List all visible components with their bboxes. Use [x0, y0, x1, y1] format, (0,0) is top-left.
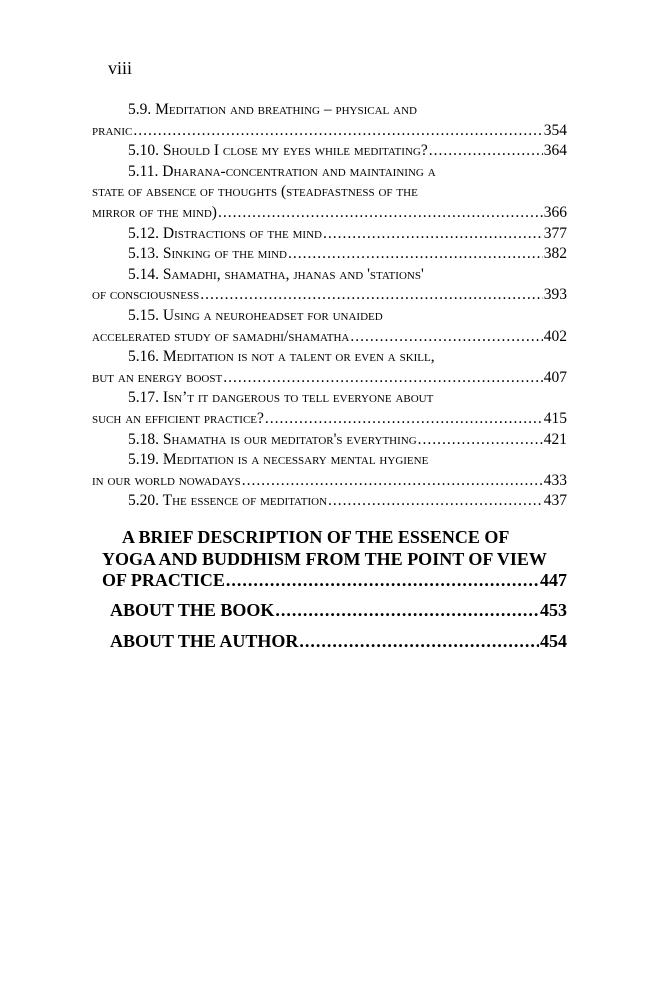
toc-entry-line: 5.16. Meditation is not a talent or even a skill,	[128, 348, 435, 366]
dot-leader	[265, 409, 543, 430]
toc-entry-line: state of absence of thoughts (steadfastness of the	[92, 183, 418, 201]
toc-entry-title: ABOUT THE AUTHOR	[110, 631, 299, 651]
toc-page-ref: 354	[543, 121, 567, 139]
toc-entry[interactable]	[92, 430, 567, 451]
toc-entry[interactable]	[92, 306, 567, 347]
toc-entry[interactable]	[92, 265, 567, 306]
toc-entry-title: mirror of the mind)	[92, 203, 217, 221]
toc-entry-line: 5.14. Samadhi, shamatha, jhanas and 'stations'	[128, 265, 424, 283]
toc-entry-line: 5.19. Meditation is a necessary mental hygiene	[128, 451, 429, 469]
toc-entry-title: OF PRACTICE	[102, 570, 225, 590]
toc-entry[interactable]	[92, 450, 567, 491]
dot-leader	[133, 121, 542, 142]
dot-leader	[299, 630, 539, 652]
toc-entry[interactable]	[92, 162, 567, 224]
toc-entry-title: but an energy boost	[92, 368, 223, 386]
dot-leader	[275, 599, 539, 621]
toc-page-ref: 454	[540, 631, 567, 651]
dot-leader	[200, 285, 543, 306]
toc-entry-title: accelerated study of samadhi/shamatha	[92, 327, 350, 345]
toc-entry-title: ABOUT THE BOOK	[110, 600, 275, 620]
toc-entry-brief-description[interactable]	[102, 527, 567, 592]
toc-entry-title: pranic	[92, 121, 133, 139]
toc-entry-title: 5.12. Distractions of the mind	[128, 224, 322, 242]
dot-leader	[218, 203, 543, 224]
toc-entry[interactable]	[92, 347, 567, 388]
toc-page-ref: 421	[543, 430, 567, 448]
dot-leader	[418, 430, 543, 451]
dot-leader	[242, 471, 543, 492]
toc-page-ref: 447	[540, 570, 567, 590]
toc-entry-title: in our world nowadays	[92, 471, 241, 489]
dot-leader	[223, 368, 543, 389]
dot-leader	[328, 491, 543, 512]
toc-entry-line: 5.17. Isn’t it dangerous to tell everyone about	[128, 389, 434, 407]
toc-entry-about-author[interactable]	[110, 630, 567, 652]
toc-page-ref: 364	[543, 142, 567, 160]
toc-page-ref: 377	[543, 224, 567, 242]
toc-entry-title: such an efficient practice?	[92, 409, 264, 427]
toc-entry-line: YOGA AND BUDDHISM FROM THE POINT OF VIEW	[102, 548, 547, 569]
toc-entry-about-book[interactable]	[110, 599, 567, 621]
dot-leader	[429, 141, 543, 162]
toc-entry-line: 5.15. Using a neuroheadset for unaided	[128, 306, 383, 324]
toc-entry[interactable]	[92, 491, 567, 512]
toc-page-ref: 415	[543, 409, 567, 427]
toc-page-ref: 402	[543, 327, 567, 345]
page-number: viii	[108, 58, 133, 78]
dot-leader	[323, 224, 543, 245]
dot-leader	[350, 327, 542, 348]
toc-entry[interactable]	[92, 388, 567, 429]
dot-leader	[226, 570, 539, 592]
toc-page-ref: 407	[543, 368, 567, 386]
toc-entry-line: 5.9. Meditation and breathing – physical and	[128, 101, 417, 118]
toc-page-ref: 437	[543, 492, 567, 510]
toc-entry-title: 5.13. Sinking of the mind	[128, 245, 287, 263]
toc-entry-title: of consciousness	[92, 286, 200, 304]
toc-entry-line: 5.11. Dharana-concentration and maintaining a	[128, 162, 436, 180]
toc-entry-line: A BRIEF DESCRIPTION OF THE ESSENCE OF	[122, 527, 510, 547]
toc-entry[interactable]	[92, 224, 567, 245]
toc-entry[interactable]	[92, 141, 567, 162]
toc-page-ref: 433	[543, 471, 567, 489]
toc-entry-title: 5.18. Shamatha is our meditator's everything	[128, 430, 417, 448]
toc-page-ref: 453	[540, 600, 567, 620]
dot-leader	[288, 244, 543, 265]
toc-entry-title: 5.10. Should I close my eyes while meditating?	[128, 142, 428, 160]
toc-page-ref: 382	[543, 245, 567, 263]
toc-page-ref: 366	[543, 203, 567, 221]
toc-entry[interactable]	[92, 244, 567, 265]
toc-entry-title: 5.20. The essence of meditation	[128, 492, 328, 510]
toc-list	[92, 100, 567, 512]
toc-page-ref: 393	[543, 286, 567, 304]
toc-entry[interactable]	[92, 100, 567, 141]
